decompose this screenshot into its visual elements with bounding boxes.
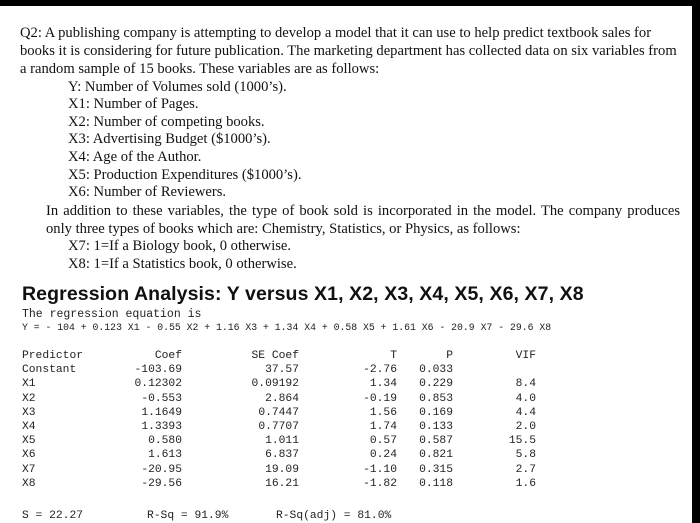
cell-predictor: X4 [22, 421, 36, 434]
book-type-paragraph: In addition to these variables, the type of book sold is incorporated in the model. The company produces only three types of books which are: Chemistry, Statistics, or Physics, as follows: [46, 202, 680, 237]
cell-t: -2.76 [363, 364, 397, 377]
cell-predictor: X5 [22, 435, 36, 448]
cell-vif: 15.5 [508, 435, 536, 448]
cell-vif: 8.4 [515, 378, 536, 391]
cell-predictor: X3 [22, 406, 36, 419]
cell-coef: -29.56 [141, 477, 182, 490]
variable-item: X3: Advertising Budget ($1000’s). [68, 131, 271, 148]
cell-se-coef: 6.837 [265, 449, 299, 462]
cell-coef: 1.1649 [141, 406, 182, 419]
cell-p: 0.587 [419, 435, 453, 448]
cell-vif: 4.4 [515, 406, 536, 419]
cell-t: -1.10 [363, 463, 397, 476]
cell-predictor: X7 [22, 463, 36, 476]
cell-t: -1.82 [363, 477, 397, 490]
variable-item: Y: Number of Volumes sold (1000’s). [68, 78, 287, 95]
cell-se-coef: 0.09192 [251, 378, 299, 391]
table-row [22, 420, 536, 434]
cell-predictor: Constant [22, 364, 77, 377]
variable-list [68, 79, 680, 202]
cell-p: 0.229 [419, 378, 453, 391]
cell-p: 0.133 [419, 421, 453, 434]
cell-coef: 0.12302 [134, 378, 182, 391]
variable-item: X6: Number of Reviewers. [68, 184, 227, 201]
cell-se-coef: 0.7707 [258, 421, 299, 434]
column-header-se-coef: SE Coef [251, 350, 299, 362]
summary-r-sq-adj: R-Sq(adj) = 81.0% [276, 510, 392, 522]
dummy-variable-list [68, 238, 680, 273]
question-intro: Q2: A publishing company is attempting to develop a model that it can use to help predict textbook sales for books it is considering for future publication. The marketing department has collected data on six variables from a random sample of 15 books. These variables are as follows: [20, 25, 677, 78]
cell-vif: 1.6 [515, 477, 536, 490]
coefficient-table [22, 349, 536, 491]
cell-se-coef: 16.21 [265, 477, 299, 490]
cell-predictor: X6 [22, 449, 36, 462]
cell-t: 1.74 [369, 421, 397, 434]
cell-p: 0.821 [419, 449, 453, 462]
cell-vif: 5.8 [515, 449, 536, 462]
table-row [22, 406, 536, 420]
cell-se-coef: 19.09 [265, 463, 299, 476]
cell-vif: 2.0 [515, 421, 536, 434]
cell-coef: -103.69 [134, 364, 182, 377]
cell-coef: 0.580 [148, 435, 182, 448]
cell-se-coef: 0.7447 [258, 406, 299, 419]
cell-vif: 4.0 [515, 392, 536, 405]
cell-predictor: X8 [22, 477, 36, 490]
table-row [22, 463, 536, 477]
regression-equation: Y = - 104 + 0.123 X1 - 0.55 X2 + 1.16 X3 + 1.34 X4 + 0.58 X5 + 1.61 X6 - 20.9 X7 - 29.6 X8 [22, 322, 552, 333]
cell-se-coef: 37.57 [265, 364, 299, 377]
cell-vif [453, 363, 536, 377]
cell-p: 0.853 [419, 392, 453, 405]
cell-t: 0.24 [369, 449, 397, 462]
cell-t: 0.57 [369, 435, 397, 448]
column-header-predictor: Predictor [22, 350, 84, 362]
cell-se-coef: 2.864 [265, 392, 299, 405]
dummy-variable-item: X7: 1=If a Biology book, 0 otherwise. [68, 238, 292, 255]
variable-item: X5: Production Expenditures ($1000’s). [68, 166, 302, 183]
cell-predictor: X1 [22, 378, 36, 391]
cell-predictor: X2 [22, 392, 36, 405]
cell-t: 1.34 [369, 378, 397, 391]
cell-p: 0.118 [419, 477, 453, 490]
summary-s: S = 22.27 [22, 510, 84, 522]
dummy-variable-item: X8: 1=If a Statistics book, 0 otherwise. [68, 255, 297, 272]
cell-p: 0.315 [419, 463, 453, 476]
table-row [22, 434, 536, 448]
table-header-row [22, 349, 536, 363]
column-header-p: P [446, 350, 453, 362]
table-row [22, 477, 536, 491]
cell-coef: -0.553 [141, 392, 182, 405]
column-header-coef: Coef [154, 350, 182, 362]
variable-item: X2: Number of competing books. [68, 113, 265, 130]
column-header-vif: VIF [515, 350, 536, 362]
table-row [22, 392, 536, 406]
variable-item: X4: Age of the Author. [68, 148, 202, 165]
cell-coef: 1.3393 [141, 421, 182, 434]
cell-vif: 2.7 [515, 463, 536, 476]
question-block [20, 24, 680, 273]
summary-r-sq: R-Sq = 91.9% [147, 510, 229, 522]
cell-coef: -20.95 [141, 463, 182, 476]
table-row [22, 363, 536, 377]
table-row [22, 377, 536, 391]
cell-p: 0.169 [419, 406, 453, 419]
table-row [22, 448, 536, 462]
variable-item: X1: Number of Pages. [68, 96, 199, 113]
cell-t: 1.56 [369, 406, 397, 419]
regression-heading: Regression Analysis: Y versus X1, X2, X3, X4, X5, X6, X7, X8 [22, 283, 584, 305]
cell-t: -0.19 [363, 392, 397, 405]
column-header-t: T [390, 350, 397, 362]
cell-p: 0.033 [419, 364, 453, 377]
cell-coef: 1.613 [148, 449, 182, 462]
equation-label: The regression equation is [22, 308, 202, 321]
cell-se-coef: 1.011 [265, 435, 299, 448]
